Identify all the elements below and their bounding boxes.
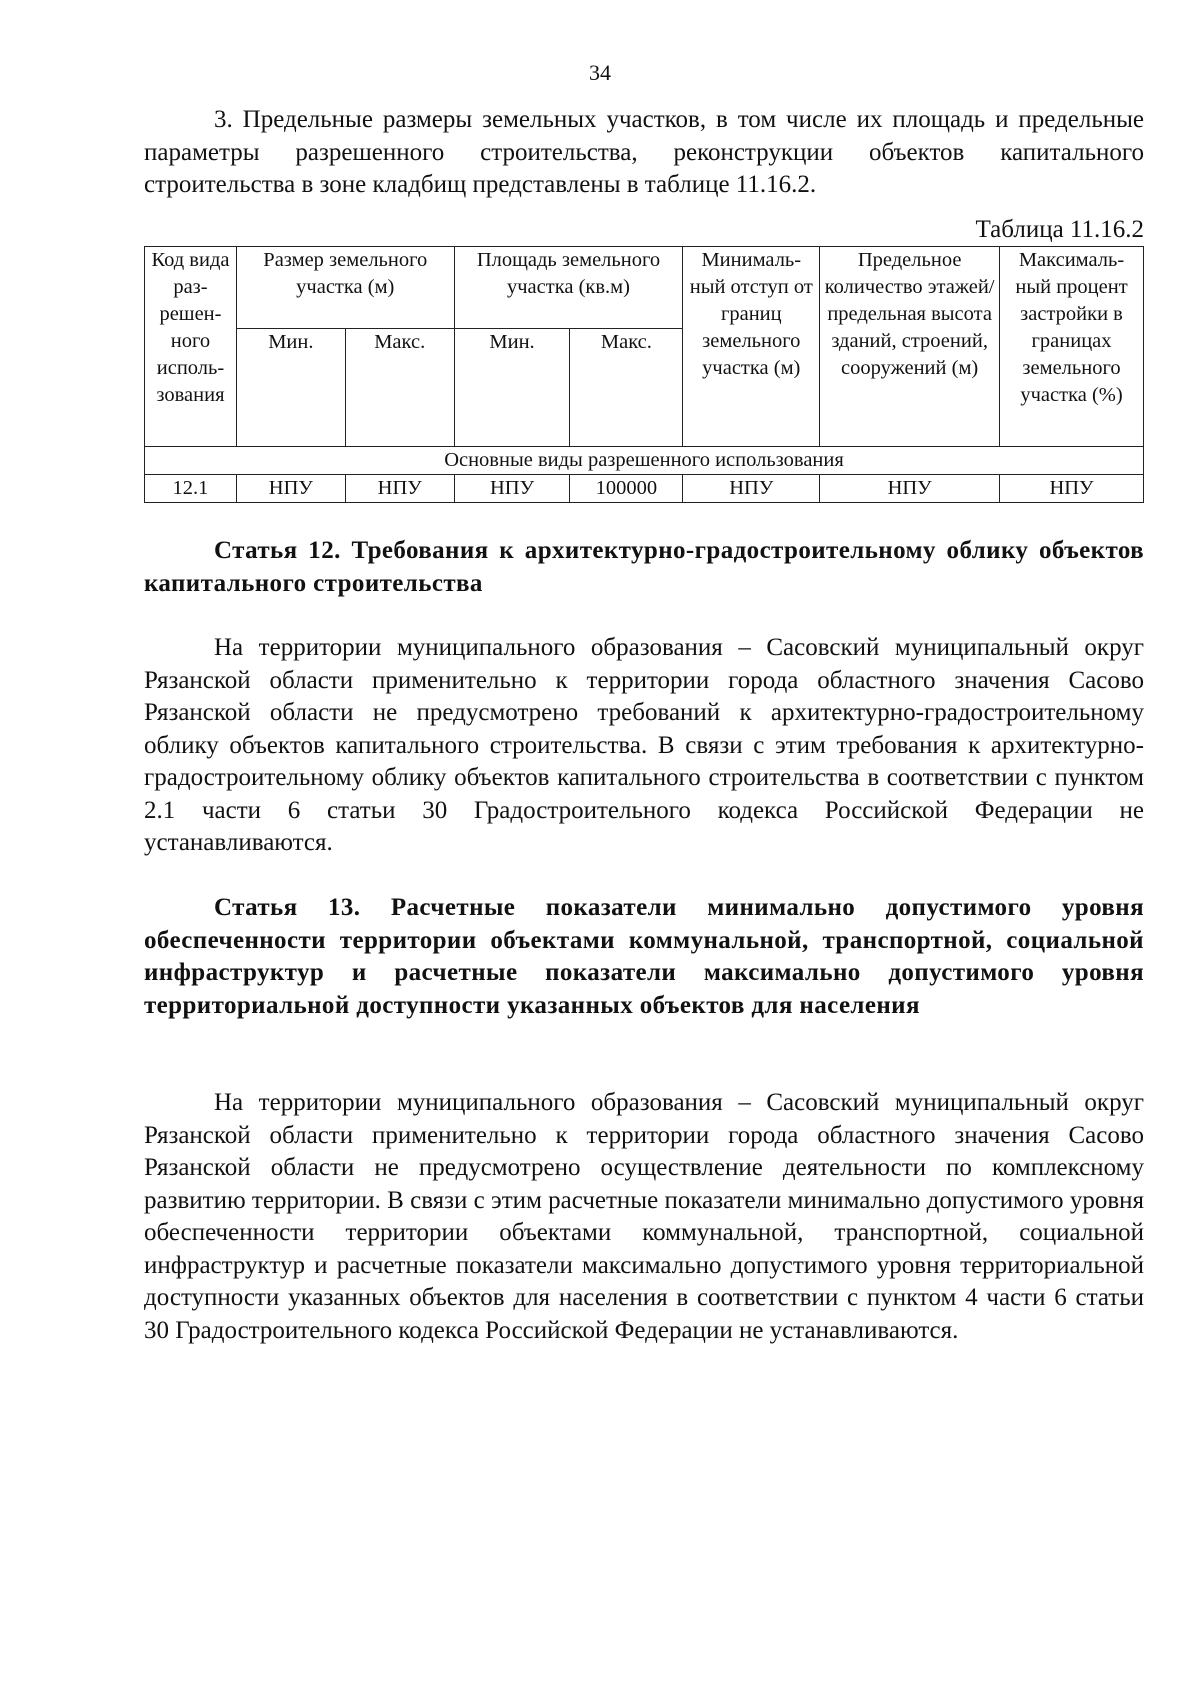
header-code: Код вида раз- решен- ного исполь- зования [145,247,237,447]
land-plot-parameters-table [144,246,1144,503]
cell-indent: НПУ [683,475,820,503]
article-12-heading: Статья 12. Требования к архитектурно-градостроительному облику объектов капитального строительства [144,537,1144,597]
cell-area-max: 100000 [570,475,683,503]
header-area-max: Макс. [570,329,683,447]
cell-size-min: НПУ [236,475,345,503]
header-min-indent: Минималь- ный отступ от границ земельного участка (м) [683,247,820,447]
article-13-paragraph: На территории муниципального образования – Сасовский муниципальный округ Рязанской области применительно к территории города областного значения Сасово Рязанской области не предусмотрено осуществление деятельности по комплексному развитию территории. В связи с этим расчетные показатели минимально допустимого уровня обеспеченности территории объектами коммунальной, транспортной, социальной инфраструктур и расчетные показатели максимально допустимого уровня территориальной доступности указанных объектов для населения в соответствии с пунктом 4 части 6 статьи 30 Градостроительного кодекса Российской Федерации не устанавливаются. [144,1089,1144,1344]
header-size-min: Мин. [236,329,345,447]
cell-coverage: НПУ [1000,475,1144,503]
table-caption: Таблица 11.16.2 [975,216,1144,243]
cell-area-min: НПУ [454,475,570,503]
cell-size-max: НПУ [345,475,454,503]
cell-code: 12.1 [145,475,237,503]
article-12-paragraph: На территории муниципального образования – Сасовский муниципальный округ Рязанской области применительно к территории города областного значения Сасово Рязанской области не предусмотрено требований к архитектурно-градостроительному облику объектов капитального строительства. В связи с этим требования к архитектурно-градостроительному облику объектов капитального строительства в соответствии с пунктом 2.1 части 6 статьи 30 Градостроительного кодекса Российской Федерации не устанавливаются. [144,634,1144,856]
article-13-heading: Статья 13. Расчетные показатели минимально допустимого уровня обеспеченности территории объектами коммунальной, транспортной, социальной инфраструктур и расчетные показатели максимально допустимого уровня территориальной доступности указанных объектов для населения [144,894,1144,1019]
intro-paragraph: 3. Предельные размеры земельных участков, в том числе их площадь и предельные параметры разрешенного строительства, реконструкции объектов капитального строительства в зоне кладбищ представлены в таблице 11.16.2. [144,106,1144,198]
header-area-min: Мин. [454,329,570,447]
header-plot-area: Площадь земельного участка (кв.м) [454,247,683,329]
header-plot-size: Размер земельного участка (м) [236,247,454,329]
cell-floors: НПУ [820,475,1000,503]
header-max-coverage: Максималь- ный процент застройки в границах земельного участка (%) [1000,247,1144,447]
header-size-max: Макс. [345,329,454,447]
table-row [145,475,1144,503]
header-max-floors: Предельное количество этажей/ предельная высота зданий, строений, сооружений (м) [820,247,1000,447]
page-number: 34 [589,60,611,85]
table-section-title: Основные виды разрешенного использования [145,447,1144,475]
